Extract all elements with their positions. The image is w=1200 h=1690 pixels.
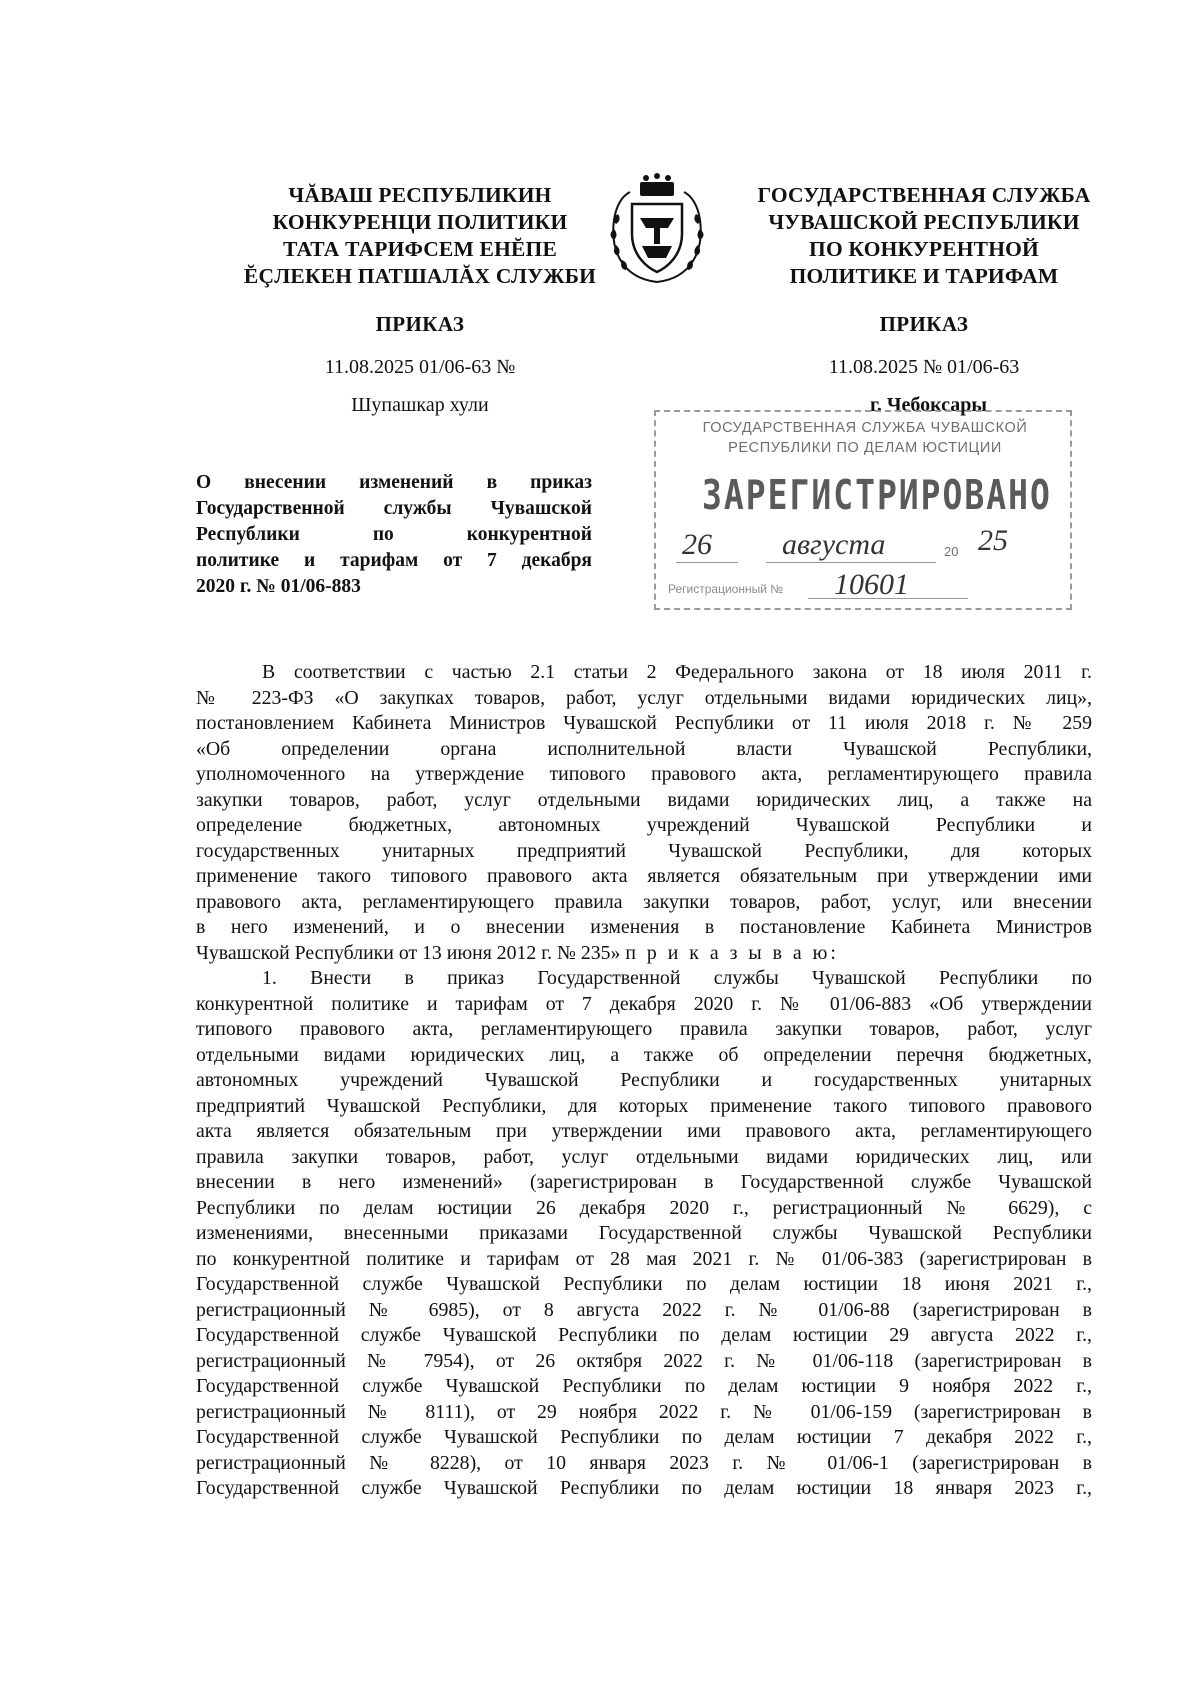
order-number-russian: 11.08.2025 № 01/06-63 (828, 356, 1020, 378)
city-russian: г. Чебоксары (870, 394, 988, 416)
header-line: ПОЛИТИКЕ И ТАРИФАМ (789, 264, 1059, 288)
body-line: № 223-ФЗ «О закупках товаров, работ, услуг отдельными видами юридических лиц», (196, 686, 1092, 709)
body-line: закупки товаров, работ, услуг отдельными видами юридических лиц, а также на (196, 788, 1092, 811)
header-chuvash (240, 182, 600, 290)
header-russian (740, 182, 1108, 290)
body-line: отдельными видами юридических лиц, а также об определении перечня бюджетных, (196, 1043, 1092, 1066)
stamp-day: 26 (682, 528, 712, 561)
header-line: ТАТА ТАРИФСЕМ ЕНĔПЕ (283, 237, 557, 261)
body-line: государственных унитарных предприятий Чувашской Республики, для которых (196, 839, 1092, 862)
body-line-text: Чувашской Республики от 13 июня 2012 г. № 235» (196, 941, 621, 964)
body-line: регистрационный № 8111), от 29 ноября 2022 г. № 01/06-159 (зарегистрирован в (196, 1400, 1092, 1423)
stamp-line-2: РЕСПУБЛИКИ ПО ДЕЛАМ ЮСТИЦИИ (728, 440, 1002, 456)
body-line: определение бюджетных, автономных учреждений Чувашской Республики и (196, 814, 1092, 836)
stamp-year-prefix: 20 (944, 544, 959, 559)
registration-stamp (654, 410, 1072, 610)
subject-line: О внесении изменений в приказ (196, 472, 592, 493)
header-line: ĔÇЛЕКЕН ПАТШАЛĂХ СЛУЖБИ (243, 264, 597, 288)
order-title-chuvash: ПРИКАЗ (375, 312, 465, 336)
subject-line: политике и тарифам от 7 декабря (196, 550, 592, 571)
stamp-year: 25 (978, 524, 1008, 557)
body-line: Государственной службе Чувашской Республики по делам юстиции 18 июня 2021 г., (196, 1273, 1092, 1295)
stamp-registered: ЗАРЕГИСТРИРОВАНО (702, 470, 1052, 519)
body-line: правового акта, регламентирующего правила закупки товаров, работ, услуг, или внесении (196, 890, 1092, 913)
body-line: регистрационный № 7954), от 26 октября 2022 г. № 01/06-118 (зарегистрирован в (196, 1349, 1092, 1372)
body-line: по конкурентной политике и тарифам от 28 мая 2021 г. № 01/06-383 (зарегистрирован в (196, 1247, 1092, 1270)
body-line: акта является обязательным при утверждении ими правового акта, регламентирующего (196, 1120, 1092, 1142)
city-chuvash: Шупашкар хули (351, 394, 489, 416)
body-line: Республики по делам юстиции 26 декабря 2020 г., регистрационный № 6629), с (196, 1196, 1092, 1219)
order-subject (196, 470, 592, 600)
coat-of-arms-emblem-icon (602, 170, 712, 292)
body-line: применение такого типового правового акта является обязательным при утверждении ими (196, 865, 1092, 887)
stamp-underline (676, 562, 738, 563)
header-line: ГОСУДАРСТВЕННАЯ СЛУЖБА (757, 183, 1091, 207)
header-line: КОНКУРЕНЦИ ПОЛИТИКИ (272, 210, 568, 234)
body-line: внесении в него изменений» (зарегистрирован в Государственной службе Чувашской (196, 1171, 1092, 1193)
order-title-russian: ПРИКАЗ (879, 312, 969, 336)
stamp-regno: 10601 (834, 568, 909, 601)
body-line: постановлением Кабинета Министров Чувашской Республики от 11 июля 2018 г. № 259 (196, 712, 1092, 734)
order-number-chuvash: 11.08.2025 01/06-63 № (324, 356, 516, 378)
body-line: В соответствии с частью 2.1 статьи 2 Федерального закона от 18 июля 2011 г. (262, 661, 1092, 683)
stamp-underline (766, 562, 936, 563)
body-line: предприятий Чувашской Республики, для которых применение такого типового правового (196, 1094, 1092, 1117)
stamp-regno-label: Регистрационный № (668, 582, 784, 596)
body-line: уполномоченного на утверждение типового правового акта, регламентирующего правила (196, 763, 1092, 785)
body-line: регистрационный № 6985), от 8 августа 2022 г. № 01/06-88 (зарегистрирован в (196, 1298, 1092, 1321)
stamp-month: августа (782, 528, 886, 561)
body-line: Государственной службе Чувашской Республики по делам юстиции 9 ноября 2022 г., (196, 1375, 1092, 1397)
body-line: Государственной службе Чувашской Республики по делам юстиции 7 декабря 2022 г., (196, 1426, 1092, 1448)
subject-line: Республики по конкурентной (196, 524, 592, 545)
header-line: ПО КОНКУРЕНТНОЙ (809, 237, 1039, 261)
stamp-line-1: ГОСУДАРСТВЕННАЯ СЛУЖБА ЧУВАШСКОЙ (702, 420, 1028, 436)
body-line: регистрационный № 8228), от 10 января 2023 г. № 01/06-1 (зарегистрирован в (196, 1451, 1092, 1474)
body-line: изменениями, внесенными приказами Государственной службы Чувашской Республики (196, 1222, 1092, 1244)
subject-line: Государственной службы Чувашской (196, 498, 592, 519)
body-line: правила закупки товаров, работ, услуг отдельными видами юридических лиц, или (196, 1145, 1092, 1168)
order-word: п р и к а з ы в а ю: (625, 941, 839, 964)
body-line: 1. Внести в приказ Государственной службы Чувашской Республики по (262, 967, 1092, 989)
body-line: «Об определении органа исполнительной власти Чувашской Республики, (196, 737, 1092, 760)
body-line: автономных учреждений Чувашской Республики и государственных унитарных (196, 1069, 1092, 1091)
header-line: ЧĂВАШ РЕСПУБЛИКИН (288, 183, 552, 207)
body-line: типового правового акта, регламентирующего правила закупки товаров, работ, услуг (196, 1018, 1092, 1040)
body-line: Государственной службе Чувашской Республики по делам юстиции 29 августа 2022 г., (196, 1324, 1092, 1346)
subject-line: 2020 г. № 01/06-883 (196, 576, 361, 597)
order-body (196, 660, 1092, 1502)
body-line: конкурентной политике и тарифам от 7 декабря 2020 г. № 01/06-883 «Об утверждении (196, 992, 1092, 1015)
header-line: ЧУВАШСКОЙ РЕСПУБЛИКИ (768, 210, 1080, 234)
body-line: Государственной службе Чувашской Республики по делам юстиции 18 января 2023 г., (196, 1477, 1092, 1499)
body-line (196, 941, 1092, 967)
body-line: в него изменений, и о внесении изменения в постановление Кабинета Министров (196, 916, 1092, 938)
